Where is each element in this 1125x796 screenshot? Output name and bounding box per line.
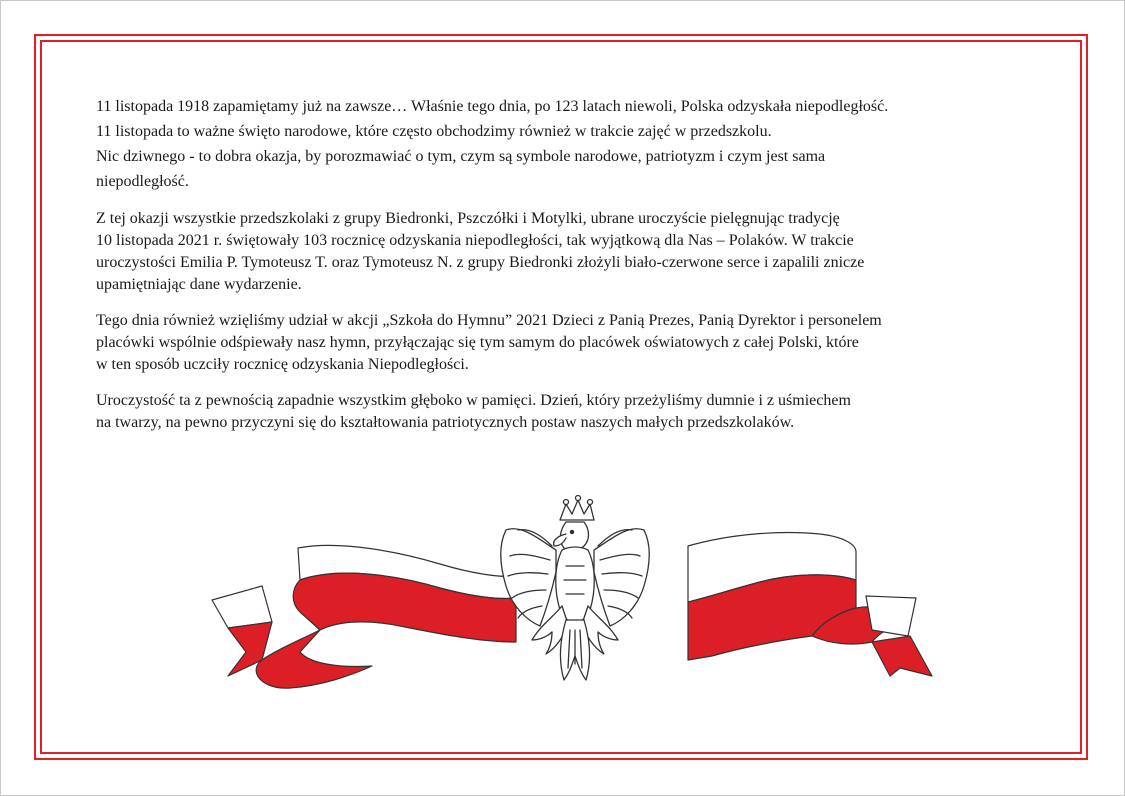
text-line: 11 listopada 1918 zapamiętamy już na zawsze… Właśnie tego dnia, po 123 latach niewoli, Polska odzyskała niepodległość. bbox=[96, 98, 889, 115]
text-line: Uroczystość ta z pewnością zapadnie wszystkim głęboko w pamięci. Dzień, który przeżyliśmy dumnie i z uśmiechem bbox=[96, 392, 851, 409]
text-line: Z tej okazji wszystkie przedszkolaki z grupy Biedronki, Pszczółki i Motylki, ubrane uroczyście pielęgnując tradycję bbox=[96, 210, 840, 227]
text-line: w ten sposób uczciły rocznicę odzyskania Niepodległości. bbox=[96, 356, 469, 373]
text-line: uroczystości Emilia P. Tymoteusz T. oraz Tymoteusz N. z grupy Biedronki złożyli biało-czerwone serce i zapalili znicze bbox=[96, 254, 865, 271]
text-line: Nic dziwnego - to dobra okazja, by porozmawiać o tym, czym są symbole narodowe, patriotyzm i czym jest sama bbox=[96, 148, 826, 165]
flag-ribbon-left-icon bbox=[212, 545, 516, 688]
text-line: upamiętniając dane wydarzenie. bbox=[96, 276, 302, 293]
ribbon-left-curl bbox=[256, 630, 372, 688]
eagle-wing-right bbox=[594, 529, 649, 626]
text-line: 10 listopada 2021 r. świętowały 103 rocznicę odzyskania niepodległości, tak wyjątkową dla Nas – Polaków. W trakcie bbox=[96, 232, 854, 249]
text-line: placówki wspólnie odśpiewały nasz hymn, przyłączając się tym samym do placówek oświatowych z całej Polski, które bbox=[96, 334, 859, 351]
ribbon-right-tail-white bbox=[866, 596, 916, 636]
text-line: 11 listopada to ważne święto narodowe, które często obchodzimy również w trakcie zajęć w przedszkolu. bbox=[96, 123, 772, 140]
polish-white-eagle-icon bbox=[501, 496, 650, 681]
flag-ribbon-right-icon bbox=[688, 533, 932, 677]
ribbon-left-tail-white bbox=[212, 586, 272, 628]
ribbon-right-tail-red bbox=[872, 636, 932, 676]
text-line: Tego dnia również wzięliśmy udział w akcji „Szkoła do Hymnu” 2021 Dzieci z Panią Prezes, Panią Dyrektor i personelem bbox=[96, 312, 882, 329]
text-line: na twarzy, na pewno przyczyni się do kształtowania patriotycznych postaw naszych małych przedszkolaków. bbox=[96, 414, 795, 431]
text-line: niepodległość. bbox=[96, 173, 189, 190]
